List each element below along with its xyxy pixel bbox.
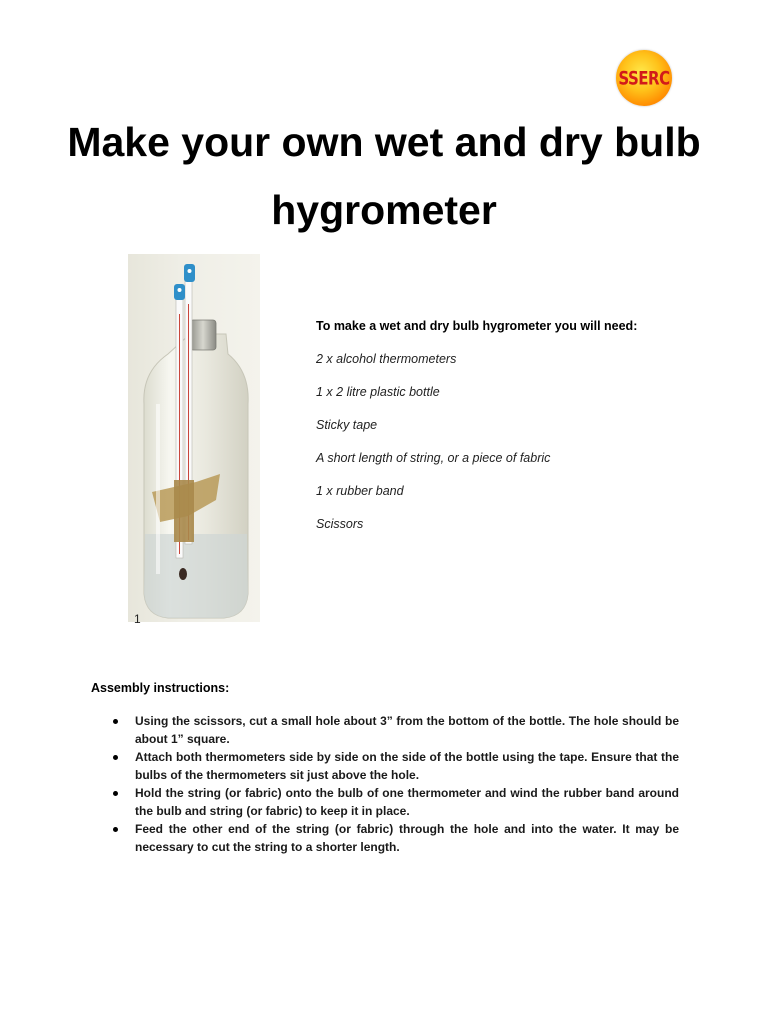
bullet-icon	[113, 755, 118, 760]
logo-text: SSERC	[618, 66, 670, 90]
list-item	[111, 712, 679, 748]
hygrometer-photo	[128, 254, 260, 622]
list-item: Sticky tape	[316, 418, 378, 432]
list-item: 1 x rubber band	[316, 484, 404, 498]
list-item: A short length of string, or a piece of fabric	[316, 451, 551, 465]
list-item: 1 x 2 litre plastic bottle	[316, 385, 440, 399]
bullet-icon	[113, 719, 118, 724]
list-item	[111, 784, 679, 820]
step-text: Attach both thermometers side by side on the side of the bottle using the tape. Ensure that the bulbs of the thermometers sit just above the hole.	[135, 750, 679, 782]
materials-heading: To make a wet and dry bulb hygrometer you will need:	[316, 319, 638, 333]
bullet-icon	[113, 791, 118, 796]
sserc-logo	[616, 50, 672, 106]
assembly-steps	[111, 712, 679, 856]
page-title: Make your own wet and dry bulb hygrometer	[67, 119, 701, 233]
step-text: Hold the string (or fabric) onto the bulb of one thermometer and wind the rubber band around the bulb and string (or fabric) to keep it in place.	[135, 786, 679, 818]
list-item	[111, 748, 679, 784]
list-item: Scissors	[316, 517, 364, 531]
assembly-heading: Assembly instructions:	[91, 681, 230, 695]
step-text: Feed the other end of the string (or fabric) through the hole and into the water. It may be necessary to cut the string to a shorter length.	[135, 822, 679, 854]
materials-section	[316, 318, 716, 549]
stray-mark: 1	[134, 612, 141, 626]
bullet-icon	[113, 827, 118, 832]
list-item	[111, 820, 679, 856]
materials-list	[316, 351, 716, 533]
step-text: Using the scissors, cut a small hole about 3” from the bottom of the bottle. The hole should be about 1” square.	[135, 714, 679, 746]
list-item: 2 x alcohol thermometers	[316, 352, 457, 366]
